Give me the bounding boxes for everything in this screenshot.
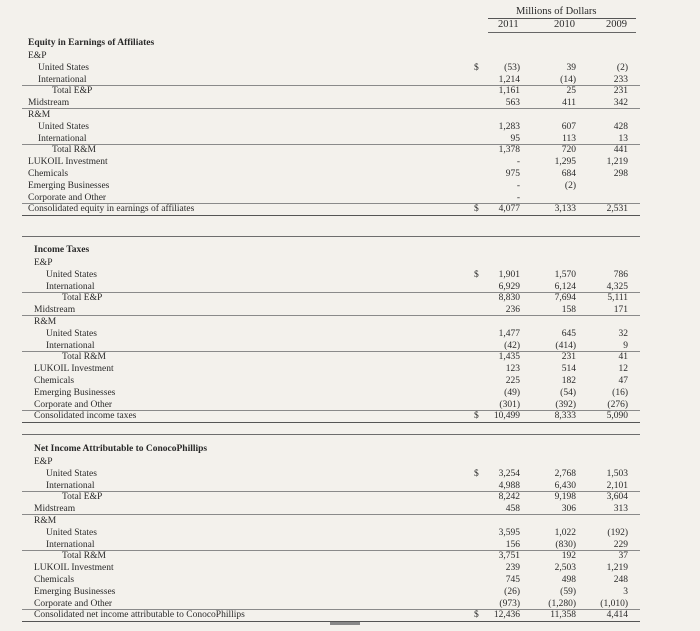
row-label: United States xyxy=(46,328,97,339)
units-header: Millions of Dollars xyxy=(516,6,597,17)
table-row xyxy=(0,387,660,399)
year-header-underline xyxy=(488,32,636,33)
value-cell: 975 xyxy=(505,169,520,179)
value-cell: 233 xyxy=(613,74,628,85)
row-label: Consolidated net income attributable to ConocoPhillips xyxy=(34,610,245,621)
value-cell: 3 xyxy=(623,586,628,597)
value-cell: 5,090 xyxy=(606,411,628,422)
table-row xyxy=(0,375,660,387)
value-cell: 745 xyxy=(505,575,520,585)
value-cell: 5,111 xyxy=(607,293,628,304)
value-cell: (392) xyxy=(555,399,576,410)
value-cell: 645 xyxy=(561,328,576,339)
table-row xyxy=(0,85,660,97)
value-cell: (42) xyxy=(504,340,520,351)
value-cell: 11,358 xyxy=(550,610,576,621)
value-cell: 229 xyxy=(613,539,628,550)
value-cell: (2) xyxy=(564,180,576,191)
value-cell: 306 xyxy=(561,504,576,515)
table-row xyxy=(0,550,660,562)
value-cell: 32 xyxy=(618,328,628,339)
year-column-3: 2009 xyxy=(606,19,627,30)
row-label: United States xyxy=(46,527,97,538)
row-label: LUKOIL Investment xyxy=(34,563,114,574)
value-cell: (414) xyxy=(555,340,576,351)
value-cell: (54) xyxy=(560,387,576,398)
year-header-row xyxy=(488,19,636,32)
value-cell: 12 xyxy=(618,364,628,375)
value-cell: 428 xyxy=(613,121,628,132)
value-cell: 1,570 xyxy=(554,269,576,280)
table-row xyxy=(0,316,660,328)
row-label: United States xyxy=(38,121,89,132)
table-row xyxy=(0,515,660,527)
value-cell: 6,124 xyxy=(554,281,576,292)
value-cell: 10,499 xyxy=(493,411,520,422)
value-cell: (59) xyxy=(560,586,576,597)
value-cell: 342 xyxy=(613,98,628,109)
value-cell: (26) xyxy=(504,586,520,597)
section-title: Equity in Earnings of Affiliates xyxy=(28,38,155,48)
value-cell: 231 xyxy=(561,352,576,363)
value-cell: 458 xyxy=(505,504,520,515)
value-cell: 95 xyxy=(510,133,520,144)
value-cell: 1,295 xyxy=(554,157,576,168)
value-cell: (2) xyxy=(616,62,628,73)
value-cell: 248 xyxy=(613,575,628,585)
row-label: Total R&M xyxy=(52,145,96,156)
section-divider xyxy=(22,434,640,435)
value-cell: (276) xyxy=(607,399,628,410)
value-cell: (301) xyxy=(499,399,520,410)
row-label: LUKOIL Investment xyxy=(34,364,114,375)
section-title: Income Taxes xyxy=(34,245,90,255)
row-label: E&P xyxy=(34,258,53,268)
table-row xyxy=(0,62,660,74)
value-cell: 298 xyxy=(613,169,628,179)
table-row xyxy=(0,168,660,180)
value-cell: 12,436 xyxy=(493,610,520,621)
table-row xyxy=(0,562,660,574)
value-cell: 2,531 xyxy=(606,204,628,215)
value-cell: (49) xyxy=(504,387,520,398)
table-row xyxy=(0,456,660,468)
year-column-1: 2011 xyxy=(498,19,519,30)
value-cell: 113 xyxy=(562,133,576,144)
value-cell: 498 xyxy=(561,575,576,585)
value-cell: 158 xyxy=(561,305,576,316)
dollar-sign: $ xyxy=(474,269,479,280)
row-label: Chemicals xyxy=(28,169,69,179)
table-row xyxy=(0,109,660,121)
dollar-sign: $ xyxy=(474,468,479,479)
row-label: United States xyxy=(46,269,97,280)
table-row xyxy=(0,203,660,215)
row-label: Midstream xyxy=(34,504,76,515)
value-cell: (14) xyxy=(560,74,576,85)
value-cell: 563 xyxy=(505,98,520,109)
value-cell: 2,101 xyxy=(606,480,628,491)
value-cell: 156 xyxy=(505,539,520,550)
value-cell: (53) xyxy=(504,62,520,73)
row-label: Emerging Businesses xyxy=(34,387,116,398)
value-cell: 786 xyxy=(613,269,628,280)
value-cell: 1,283 xyxy=(498,121,520,132)
value-cell: 6,929 xyxy=(498,281,520,292)
table-row xyxy=(0,144,660,156)
dollar-sign: $ xyxy=(474,204,479,215)
section-title: Net Income Attributable to ConocoPhillips xyxy=(34,444,208,454)
row-label: Emerging Businesses xyxy=(28,180,110,191)
value-cell: 720 xyxy=(561,145,576,156)
row-label: LUKOIL Investment xyxy=(28,157,108,168)
row-label: Chemicals xyxy=(34,575,75,585)
total-rule xyxy=(22,215,640,216)
value-cell: (1,280) xyxy=(548,598,576,609)
page-fold-mark xyxy=(330,622,360,625)
table-row xyxy=(0,363,660,375)
value-cell: 3,604 xyxy=(606,492,628,503)
row-label: Emerging Businesses xyxy=(34,586,116,597)
row-label: United States xyxy=(38,62,89,73)
value-cell: 8,242 xyxy=(498,492,520,503)
value-cell: 1,214 xyxy=(498,74,520,85)
value-cell: 171 xyxy=(613,305,628,316)
value-cell: 6,430 xyxy=(554,480,576,491)
row-label: Corporate and Other xyxy=(34,399,113,410)
dollar-sign: $ xyxy=(474,62,479,73)
value-cell: 1,435 xyxy=(498,352,520,363)
year-column-2: 2010 xyxy=(554,19,575,30)
row-label: Total E&P xyxy=(62,293,103,304)
row-label: Corporate and Other xyxy=(28,192,107,203)
value-cell: 236 xyxy=(505,305,520,316)
table-row xyxy=(0,609,660,621)
row-label: R&M xyxy=(34,516,57,526)
value-cell: 41 xyxy=(618,352,628,363)
table-row xyxy=(0,292,660,304)
value-cell: 2,503 xyxy=(554,563,576,574)
row-label: International xyxy=(46,539,95,550)
row-label: United States xyxy=(46,468,97,479)
value-cell: 684 xyxy=(561,169,576,179)
value-cell: 3,254 xyxy=(498,468,520,479)
value-cell: (973) xyxy=(499,598,520,609)
section-divider xyxy=(22,236,640,237)
value-cell: 313 xyxy=(613,504,628,515)
value-cell: 1,901 xyxy=(498,269,520,280)
value-cell: 239 xyxy=(505,563,520,574)
dollar-sign: $ xyxy=(474,411,479,422)
value-cell: 9,198 xyxy=(554,492,576,503)
row-label: E&P xyxy=(34,457,53,467)
value-cell: - xyxy=(516,157,520,168)
row-label: Midstream xyxy=(34,305,76,316)
value-cell: 8,333 xyxy=(554,411,576,422)
value-cell: 1,219 xyxy=(606,563,628,574)
value-cell: (16) xyxy=(612,387,628,398)
value-cell: 37 xyxy=(618,551,628,562)
row-label: International xyxy=(46,281,95,292)
value-cell: 47 xyxy=(618,376,628,386)
value-cell: 1,503 xyxy=(606,468,628,479)
table-row xyxy=(0,180,660,192)
value-cell: 514 xyxy=(561,364,576,375)
value-cell: 123 xyxy=(505,364,520,375)
value-cell: 7,694 xyxy=(554,293,576,304)
table-row xyxy=(0,257,660,269)
dollar-sign: $ xyxy=(474,610,479,621)
row-label: Midstream xyxy=(28,98,70,109)
row-label: Consolidated equity in earnings of affiliates xyxy=(28,204,195,215)
value-cell: 8,830 xyxy=(498,293,520,304)
row-label: Total E&P xyxy=(62,492,103,503)
table-row xyxy=(0,351,660,363)
row-label: R&M xyxy=(34,317,57,327)
value-cell: 9 xyxy=(623,340,628,351)
row-label: International xyxy=(46,480,95,491)
value-cell: 4,414 xyxy=(606,610,628,621)
value-cell: 192 xyxy=(561,551,576,562)
value-cell: 3,133 xyxy=(554,204,576,215)
value-cell: 441 xyxy=(613,145,628,156)
row-label: E&P xyxy=(28,51,47,61)
table-row xyxy=(0,586,660,598)
value-cell: - xyxy=(516,192,520,203)
table-row xyxy=(0,410,660,422)
row-label: Consolidated income taxes xyxy=(34,411,137,422)
value-cell: 13 xyxy=(618,133,628,144)
row-label: International xyxy=(46,340,95,351)
value-cell: (192) xyxy=(607,527,628,538)
value-cell: (1,010) xyxy=(600,598,628,609)
row-label: International xyxy=(38,133,87,144)
row-label: Chemicals xyxy=(34,376,75,386)
row-label: R&M xyxy=(28,110,51,120)
value-cell: 3,595 xyxy=(498,527,520,538)
row-label: Corporate and Other xyxy=(34,598,113,609)
table-row xyxy=(0,50,660,62)
table-row xyxy=(0,468,660,480)
value-cell: 1,378 xyxy=(498,145,520,156)
value-cell: 2,768 xyxy=(554,468,576,479)
value-cell: 4,077 xyxy=(498,204,520,215)
table-row xyxy=(0,269,660,281)
row-label: Total R&M xyxy=(62,352,106,363)
value-cell: 1,161 xyxy=(498,86,520,97)
row-label: Total R&M xyxy=(62,551,106,562)
value-cell: (830) xyxy=(555,539,576,550)
row-label: International xyxy=(38,74,87,85)
table-row xyxy=(0,491,660,503)
value-cell: 25 xyxy=(566,86,576,97)
table-row xyxy=(0,121,660,133)
value-cell: 1,219 xyxy=(606,157,628,168)
value-cell: 182 xyxy=(561,376,576,386)
value-cell: 1,022 xyxy=(554,527,576,538)
value-cell: 3,751 xyxy=(498,551,520,562)
value-cell: 1,477 xyxy=(498,328,520,339)
value-cell: 411 xyxy=(562,98,576,109)
value-cell: 607 xyxy=(561,121,576,132)
value-cell: 4,325 xyxy=(606,281,628,292)
value-cell: 4,988 xyxy=(498,480,520,491)
table-row xyxy=(0,527,660,539)
row-label: Total E&P xyxy=(52,86,93,97)
value-cell: 225 xyxy=(505,376,520,386)
value-cell: 39 xyxy=(566,62,576,73)
value-cell: 231 xyxy=(613,86,628,97)
table-row xyxy=(0,328,660,340)
total-rule xyxy=(22,422,640,423)
table-row xyxy=(0,156,660,168)
value-cell: - xyxy=(516,180,520,191)
table-row xyxy=(0,574,660,586)
